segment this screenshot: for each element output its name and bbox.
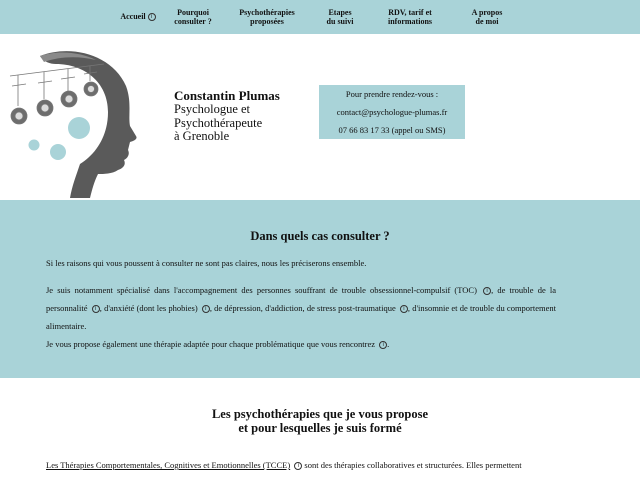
nav-item-label: Psychothérapies bbox=[239, 8, 295, 17]
consult-specialties bbox=[46, 281, 556, 335]
nav-item-label-line2: de moi bbox=[475, 17, 499, 26]
specialties-text-4: , de dépression, d'addiction, de stress post-traumatique bbox=[209, 303, 396, 313]
practitioner-name: Constantin Plumas bbox=[174, 88, 280, 103]
consult-closing: Je vous propose également une thérapie adaptée pour chaque problématique que vous rencontrez i . bbox=[46, 339, 390, 349]
info-icon: i bbox=[148, 13, 156, 21]
nav-item-etapes[interactable] bbox=[320, 8, 360, 26]
nav-item-label-line2: proposées bbox=[250, 17, 284, 26]
consult-section-title: Dans quels cas consulter ? bbox=[250, 229, 390, 243]
practitioner-role-line1: Psychologue et bbox=[174, 102, 251, 116]
nav-item-label-line2: consulter ? bbox=[174, 17, 212, 26]
practitioner-identity bbox=[174, 89, 304, 144]
tcce-text: sont des thérapies collaboratives et structurées. Elles permettent bbox=[302, 460, 522, 470]
nav-item-accueil[interactable] bbox=[118, 12, 158, 21]
therapies-tcc-paragraph bbox=[46, 456, 556, 474]
nav-item-a-propos[interactable] bbox=[466, 8, 508, 26]
consult-section bbox=[0, 200, 640, 378]
closing-text: Je vous propose également une thérapie adaptée pour chaque problématique que vous rencontrez bbox=[46, 339, 376, 349]
nav-item-rdv[interactable] bbox=[384, 8, 436, 26]
consult-intro: Si les raisons qui vous poussent à consulter ne sont pas claires, nous les préciserons ensemble. bbox=[46, 258, 367, 268]
specialties-text-3: , d'anxiété (dont les phobies) bbox=[99, 303, 198, 313]
practitioner-role-line2: Psychothérapeute bbox=[174, 115, 263, 130]
specialties-text-2: , de trouble de la personnalité bbox=[46, 285, 556, 313]
therapies-section bbox=[0, 378, 640, 480]
nav-item-label: Pourquoi bbox=[177, 8, 209, 17]
nav-item-label: Accueil bbox=[120, 12, 146, 21]
info-icon[interactable]: i bbox=[294, 462, 302, 470]
info-icon[interactable]: i bbox=[483, 287, 491, 295]
info-icon[interactable]: i bbox=[202, 305, 210, 313]
specialties-text-1: Je suis notamment spécialisé dans l'accompagnement des personnes souffrant de trouble obsessionnel-compulsif (TOC) bbox=[46, 285, 477, 295]
nav-item-label: A propos bbox=[471, 8, 503, 17]
therapies-title-line2: et pour lesquelles je suis formé bbox=[238, 421, 402, 435]
specialties-text-5: , d'insomnie et de trouble du comportement alimentaire. bbox=[46, 303, 557, 331]
nav-item-label: Etapes bbox=[328, 8, 352, 17]
info-icon[interactable]: i bbox=[92, 305, 100, 313]
therapies-title-line1: Les psychothérapies que je vous propose bbox=[211, 407, 429, 421]
tcce-link[interactable]: Les Thérapies Comportementales, Cognitives et Emotionnelles (TCCE) bbox=[46, 460, 291, 470]
nav-item-label: RDV, tarif et bbox=[388, 8, 432, 17]
nav-item-psychotherapies[interactable] bbox=[236, 8, 298, 26]
contact-box bbox=[319, 85, 465, 139]
info-icon[interactable]: i bbox=[400, 305, 408, 313]
nav-item-label-line2: informations bbox=[388, 17, 432, 26]
contact-phone[interactable]: 07 66 83 17 33 (appel ou SMS) bbox=[338, 125, 446, 135]
top-navigation bbox=[0, 0, 640, 34]
practitioner-role-line3: à Grenoble bbox=[174, 129, 230, 143]
info-icon[interactable]: i bbox=[379, 341, 387, 349]
nav-item-pourquoi-consulter[interactable] bbox=[170, 8, 216, 26]
contact-email-link[interactable]: contact@psychologue-plumas.fr bbox=[336, 107, 448, 117]
contact-heading: Pour prendre rendez-vous : bbox=[345, 89, 439, 99]
nav-item-label-line2: du suivi bbox=[326, 17, 354, 26]
site-header bbox=[0, 34, 640, 200]
head-profile-gears-logo[interactable] bbox=[0, 46, 140, 198]
